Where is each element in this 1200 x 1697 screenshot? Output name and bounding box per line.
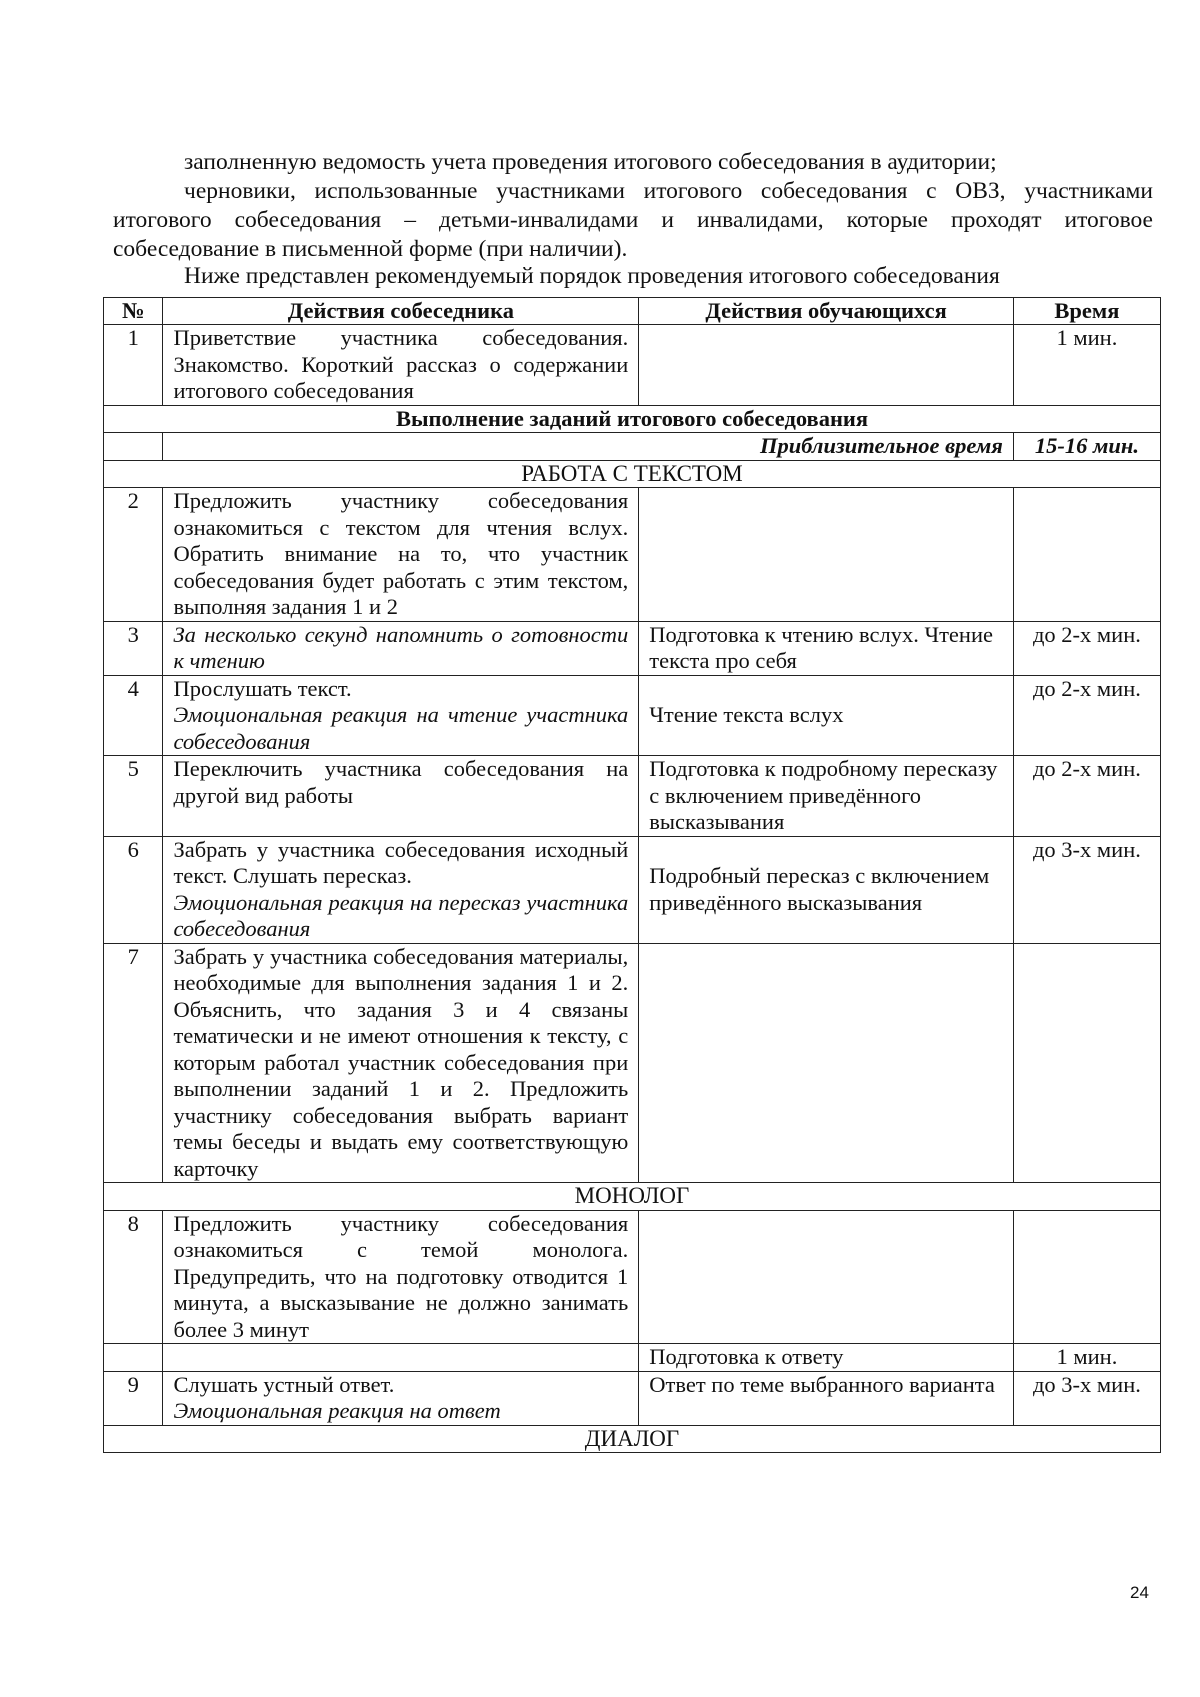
interviewer-action: Забрать у участника собеседования материалы, необходимые для выполнения задания 1 и 2. Объяснить, что задания 3 и 4 связаны тематически и не имеют отношения к тексту, с которым работал участник собеседования при выполнении заданий 1 и 2. Предложить участнику собеседования выбрать вариант темы беседы и выдать ему соответствующую карточку	[163, 943, 639, 1183]
interviewer-action-cell	[163, 675, 639, 756]
table-row	[104, 836, 1161, 943]
table-row	[104, 675, 1161, 756]
row-number: 2	[104, 488, 163, 622]
time-cell	[1013, 488, 1160, 622]
table-row	[104, 943, 1161, 1183]
header-interviewer-actions: Действия собеседника	[163, 298, 639, 325]
section-row	[104, 1425, 1161, 1453]
row-number: 1	[104, 325, 163, 406]
student-action: Чтение текста вслух	[639, 675, 1014, 756]
time-cell	[1013, 1210, 1160, 1344]
interviewer-action-cell	[163, 836, 639, 943]
student-action	[639, 488, 1014, 622]
header-time: Время	[1013, 298, 1160, 325]
row-number: 6	[104, 836, 163, 943]
table-caption: Ниже представлен рекомендуемый порядок проведения итогового собеседования	[184, 263, 1000, 289]
table-row	[104, 621, 1161, 675]
header-student-actions: Действия обучающихся	[639, 298, 1014, 325]
approx-time-label: Приблизительное время	[163, 433, 1013, 461]
student-action	[639, 943, 1014, 1183]
header-number: №	[104, 298, 163, 325]
row-number: 4	[104, 675, 163, 756]
interviewer-action-cell	[163, 1371, 639, 1425]
table-row	[104, 325, 1161, 406]
interview-procedure-table	[103, 297, 1161, 1453]
interviewer-action: Переключить участника собеседования на другой вид работы	[163, 756, 639, 837]
empty-cell	[163, 1344, 639, 1372]
time-cell: до 2-х мин.	[1013, 756, 1160, 837]
time-cell: до 3-х мин.	[1013, 836, 1160, 943]
student-action: Подготовка к чтению вслух. Чтение текста про себя	[639, 621, 1014, 675]
interviewer-action: Прослушать текст.	[173, 675, 352, 701]
table-row	[104, 1344, 1161, 1372]
row-number: 5	[104, 756, 163, 837]
interviewer-action-note: Эмоциональная реакция на ответ	[173, 1398, 501, 1423]
student-action: Ответ по теме выбранного варианта	[639, 1371, 1014, 1425]
interviewer-action: Предложить участнику собеседования ознакомиться с темой монолога. Предупредить, что на подготовку отводится 1 минута, а высказывание не должно занимать более 3 минут	[163, 1210, 639, 1344]
intro-paragraph-1: заполненную ведомость учета проведения итогового собеседования в аудитории;	[184, 149, 997, 175]
section-row	[104, 460, 1161, 488]
section-row	[104, 405, 1161, 433]
empty-cell	[104, 1344, 163, 1372]
section-title-tasks: Выполнение заданий итогового собеседования	[104, 405, 1161, 433]
intro-text	[113, 148, 1153, 288]
section-title-dialog: ДИАЛОГ	[104, 1425, 1161, 1453]
time-cell: до 2-х мин.	[1013, 675, 1160, 756]
row-number: 9	[104, 1371, 163, 1425]
student-action: Подготовка к подробному пересказу с включением приведённого высказывания	[639, 756, 1014, 837]
interviewer-action: Приветствие участника собеседования. Знакомство. Короткий рассказ о содержании итогового собеседования	[163, 325, 639, 406]
student-action: Подготовка к ответу	[639, 1344, 1014, 1372]
table-row	[104, 756, 1161, 837]
interviewer-action: За несколько секунд напомнить о готовности к чтению	[163, 621, 639, 675]
interviewer-action-note: Эмоциональная реакция на чтение участника собеседования	[173, 702, 629, 754]
section-row	[104, 1183, 1161, 1211]
table-row	[104, 1210, 1161, 1344]
section-title-monolog: МОНОЛОГ	[104, 1183, 1161, 1211]
student-action	[639, 1210, 1014, 1344]
table-row	[104, 1371, 1161, 1425]
table-header-row	[104, 298, 1161, 325]
interviewer-action: Предложить участнику собеседования ознакомиться с текстом для чтения вслух. Обратить внимание на то, что участник собеседования будет работать с этим текстом, выполняя задания 1 и 2	[163, 488, 639, 622]
interviewer-action: Слушать устный ответ.	[173, 1371, 395, 1397]
intro-paragraph-2: черновики, использованные участниками итогового собеседования с ОВЗ, участниками итогового собеседования – детьми-инвалидами и инвалидами, которые проходят итоговое собеседование в письменной форме (при наличии).	[113, 178, 1153, 262]
empty-cell	[104, 433, 163, 461]
row-number: 8	[104, 1210, 163, 1344]
table-row	[104, 488, 1161, 622]
approx-time-value: 15-16 мин.	[1013, 433, 1160, 461]
student-action: Подробный пересказ с включением приведённого высказывания	[639, 836, 1014, 943]
time-cell: 1 мин.	[1013, 1344, 1160, 1372]
row-number: 7	[104, 943, 163, 1183]
time-cell: до 3-х мин.	[1013, 1371, 1160, 1425]
time-cell	[1013, 943, 1160, 1183]
time-cell: до 2-х мин.	[1013, 621, 1160, 675]
time-cell: 1 мин.	[1013, 325, 1160, 406]
approx-time-row	[104, 433, 1161, 461]
interviewer-action: Забрать у участника собеседования исходный текст. Слушать пересказ.	[173, 836, 629, 888]
student-action	[639, 325, 1014, 406]
page-number: 24	[1130, 1583, 1149, 1602]
interviewer-action-note: Эмоциональная реакция на пересказ участника собеседования	[173, 889, 629, 941]
row-number: 3	[104, 621, 163, 675]
section-title-text: РАБОТА С ТЕКСТОМ	[104, 460, 1161, 488]
